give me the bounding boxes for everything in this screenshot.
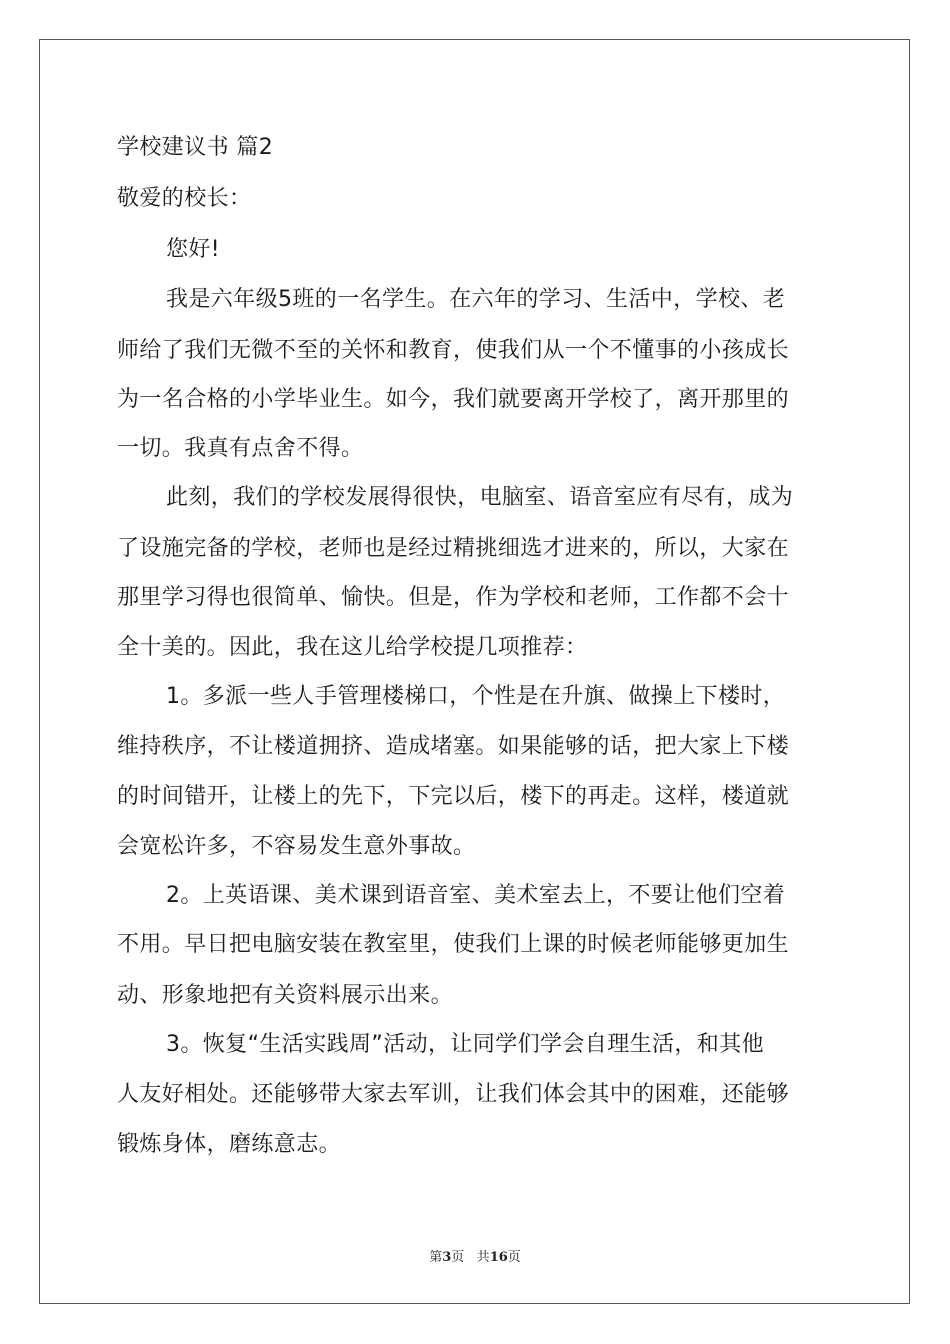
paragraph-line: 2。上英语课、美术课到语音室、美术室去上，不要让他们空着 — [166, 883, 786, 908]
paragraph-line: 维持秩序，不让楼道拥挤、造成堵塞。如果能够的话，把大家上下楼 — [117, 734, 790, 759]
paragraph-line: 动、形象地把有关资料展示出来。 — [117, 983, 454, 1008]
footer-prefix: 第 — [429, 1250, 443, 1265]
paragraph-line: 一切。我真有点舍不得。 — [117, 436, 364, 461]
paragraph-line: 不用。早日把电脑安装在教室里，使我们上课的时候老师能够更加生 — [117, 932, 790, 957]
total-page-count: 16 — [489, 1250, 508, 1265]
paragraph-line: 师给了我们无微不至的关怀和教育，使我们从一个不懂事的小孩成长 — [117, 338, 790, 363]
page-border — [39, 39, 910, 1304]
current-page-number: 3 — [442, 1250, 452, 1265]
paragraph-line: 全十美的。因此，我在这儿给学校提几项推荐： — [117, 635, 588, 660]
salutation: 敬爱的校长： — [117, 186, 252, 211]
paragraph-line: 1。多派一些人手管理楼梯口，个性是在升旗、做操上下楼时， — [166, 684, 786, 709]
section-title: 学校建议书 篇2 — [117, 135, 274, 160]
paragraph-line: 那里学习得也很简单、愉快。但是，作为学校和老师，工作都不会十 — [117, 585, 790, 610]
paragraph-line: 的时间错开，让楼上的先下，下完以后，楼下的再走。这样，楼道就 — [117, 784, 790, 809]
paragraph-line: 我是六年级5班的一名学生。在六年的学习、生活中，学校、老 — [166, 287, 786, 312]
paragraph-line: 3。恢复“生活实践周”活动，让同学们学会自理生活，和其他 — [166, 1032, 764, 1057]
paragraph-line: 了设施完备的学校，老师也是经过精挑细选才进来的，所以，大家在 — [117, 536, 790, 561]
footer-page-suffix: 页 — [451, 1250, 465, 1265]
paragraph-line: 人友好相处。还能够带大家去军训，让我们体会其中的困难，还能够 — [117, 1082, 790, 1107]
page-footer — [0, 1246, 950, 1265]
footer-total-prefix: 共 — [476, 1250, 490, 1265]
paragraph-line: 此刻，我们的学校发展得很快，电脑室、语音室应有尽有，成为 — [166, 485, 794, 510]
greeting: 您好! — [166, 237, 221, 262]
paragraph-line: 锻炼身体，磨练意志。 — [117, 1132, 342, 1157]
footer-total-suffix: 页 — [507, 1250, 521, 1265]
paragraph-line: 为一名合格的小学毕业生。如今，我们就要离开学校了，离开那里的 — [117, 387, 790, 412]
paragraph-line: 会宽松许多，不容易发生意外事故。 — [117, 834, 476, 859]
